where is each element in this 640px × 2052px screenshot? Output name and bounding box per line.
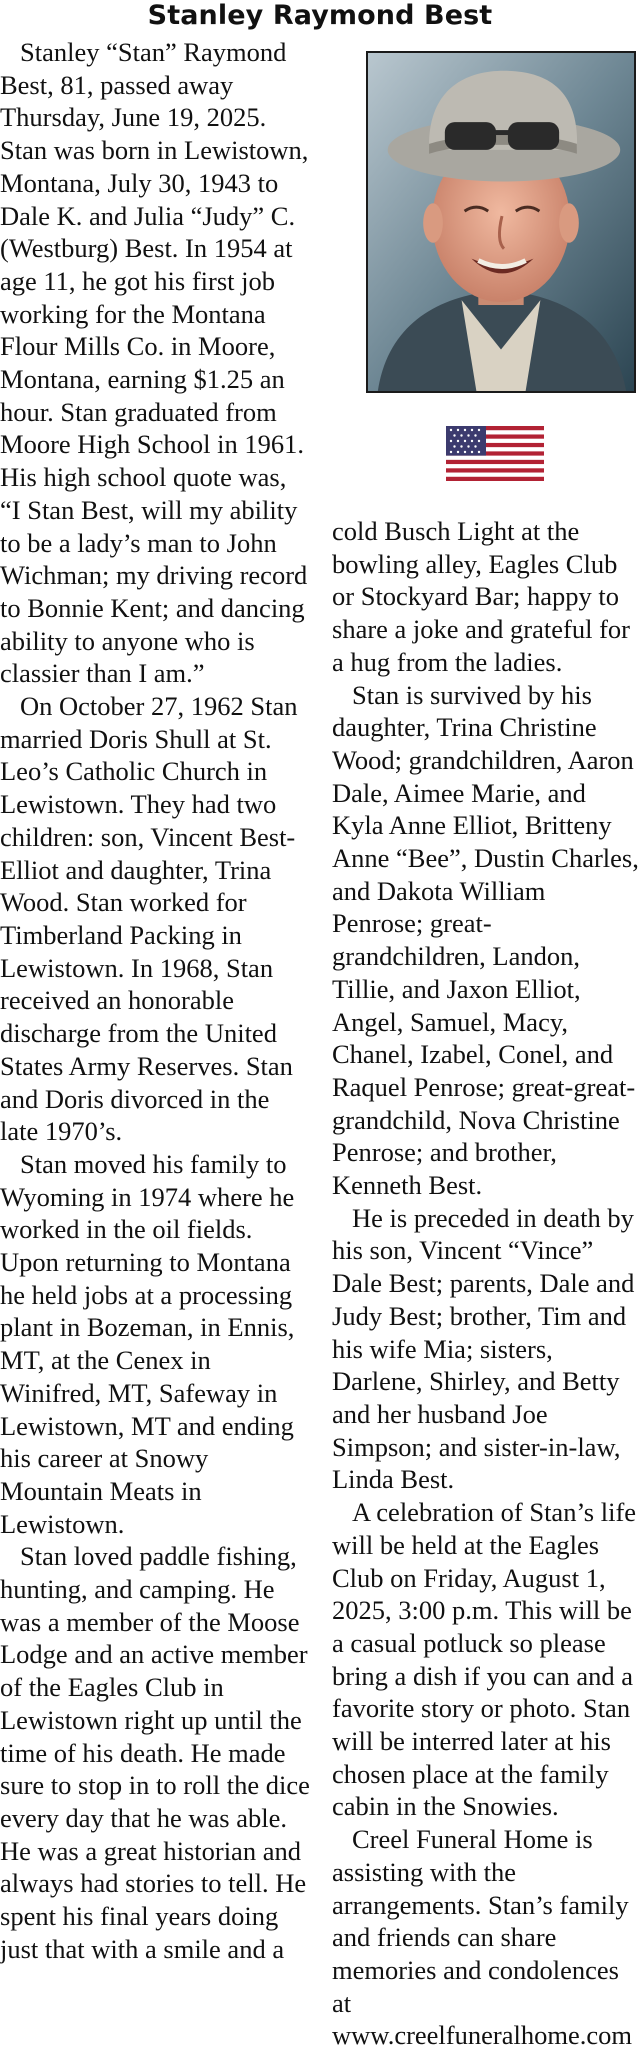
left-column (0, 36, 312, 1965)
paragraph-continuation: cold Busch Light at the bowling alley, Eagles Club or Stockyard Bar; happy to share a joke and grateful for a hug from the ladies. (332, 516, 630, 677)
paragraph-marriage: On October 27, 1962 Stan married Doris Shull at St. Leo’s Catholic Church in Lewistown. They had two children: son, Vincent Best-Elliot and daughter, Trina Wood. Stan worked for Timberland Packing in Lewistown. In 1968, Stan received an honorable discharge from the United States Army Reserves. Stan and Doris divorced in the late 1970’s. (0, 691, 298, 1147)
portrait-illustration (368, 53, 634, 391)
paragraph-funeral-home: Creel Funeral Home is assisting with the arrangements. Stan’s family and friends can share memories and condolences at www.creelfuneralhome.com (332, 1824, 632, 2051)
paragraph-preceded: He is preceded in death by his son, Vincent “Vince” Dale Best; parents, Dale and Judy Best; brother, Tim and his wife Mia; sisters, Darlene, Shirley, and Betty and her husband Joe Simpson; and sister-in-law, Linda Best. (332, 1202, 635, 1495)
portrait-photo (366, 51, 636, 393)
paragraph-hobbies: Stan loved paddle fishing, hunting, and camping. He was a member of the Moose Lodge and an active member of the Eagles Club in Lewistown right up until the time of his death. He made sure to stop in to roll the dice every day that he was able. He was a great historian and always had stories to tell. He spent his final years doing just that with a smile and a (0, 1541, 310, 1964)
paragraph-celebration: A celebration of Stan’s life will be held at the Eagles Club on Friday, August 1, 2025, 3:00 p.m. This will be a casual potluck so please bring a dish if you can and a favorite story or photo. Stan will be interred later at his chosen place at the family cabin in the Snowies. (332, 1497, 637, 1822)
paragraph-intro: Stanley “Stan” Raymond Best, 81, passed away Thursday, June 19, 2025. Stan was born in Lewistown, Montana, July 30, 1943 to Dale K. and Julia “Judy” C. (Westburg) Best. In 1954 at age 11, he got his first job working for the Montana Flour Mills Co. in Moore, Montana, earning $1.25 an hour. Stan graduated from Moore High School in 1961. His high school quote was, “I Stan Best, will my ability to be a lady’s man to John Wichman; my driving record to Bonnie Kent; and dancing ability to anyone who is classier than I am.” (0, 37, 309, 689)
right-column (332, 515, 640, 2052)
american-flag-icon (446, 426, 544, 481)
paragraph-career: Stan moved his family to Wyoming in 1974 where he worked in the oil fields. Upon returning to Montana he held jobs at a processing plant in Bozeman, in Ennis, MT, at the Cenex in Winifred, MT, Safeway in Lewistown, MT and ending his career at Snowy Mountain Meats in Lewistown. (0, 1148, 295, 1539)
paragraph-survivors: Stan is survived by his daughter, Trina Christine Wood; grandchildren, Aaron Dale, Aimee Marie, and Kyla Anne Elliot, Britteny Anne “Bee”, Dustin Charles, and Dakota William Penrose; great-grandchildren, Landon, Tillie, and Jaxon Elliot, Angel, Samuel, Macy, Chanel, Izabel, Conel, and Raquel Penrose; great-great-grandchild, Nova Christine Penrose; and brother, Kenneth Best. (332, 679, 639, 1201)
obituary-title: Stanley Raymond Best (147, 0, 493, 31)
